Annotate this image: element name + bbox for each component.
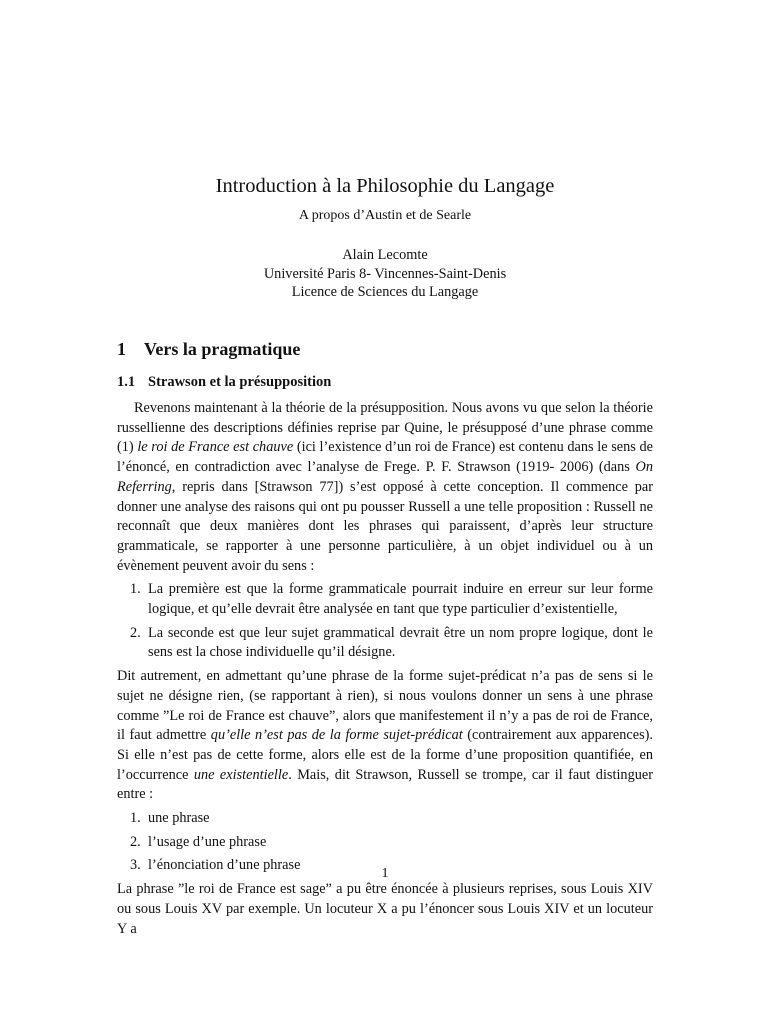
section-title: Vers la pragmatique (144, 339, 301, 359)
paper-subtitle: A propos d’Austin et de Searle (298, 208, 472, 223)
subsection-title: Strawson et la présupposition (148, 374, 332, 390)
para1-text-b: (ici l’existence d’un roi de France) est contenu dans le sens de l’énoncé, en contradiction avec l’analyse de Frege. P. F. Strawson (1919- 2006) (dans (117, 439, 653, 476)
list-item (117, 833, 653, 853)
list-item-number: 2. (130, 624, 141, 641)
author-block (117, 246, 653, 302)
list-item-text: l’usage d’une phrase (148, 833, 267, 850)
list-item (117, 580, 653, 619)
paragraph-1 (117, 399, 653, 576)
list-item (117, 809, 653, 829)
list-item-text: l’énonciation d’une phrase (148, 857, 301, 874)
list-item-number: 1. (130, 810, 141, 827)
para2-italic-b: une existentielle (193, 766, 289, 783)
body-text (117, 399, 653, 939)
para1-text-a: Revenons maintenant à la théorie de la présupposition. Nous avons vu que selon la théorie russellienne des descriptions définies reprise par Quine, le présupposé d’une phrase comme (1) (117, 400, 653, 456)
list-item-text: une phrase (148, 810, 210, 827)
list-item-number: 3. (130, 857, 141, 874)
author-name: Alain Lecomte (342, 247, 428, 263)
subsection-number: 1.1 (117, 374, 136, 390)
para2-italic-a: qu’elle n’est pas de la forme sujet-prédicat (210, 727, 463, 744)
paragraph-3: La phrase ”le roi de France est sage” a pu être énoncée à plusieurs reprises, sous Louis XIV ou sous Louis XV par exemple. Un locuteur X a pu l’énoncer sous Louis XIV et un locuteur Y a (117, 881, 653, 937)
para2-text-c: . Mais, dit Strawson, Russell se trompe, car il faut distinguer entre : (117, 766, 653, 803)
paragraph-2 (117, 667, 653, 805)
list-item-text: La première est que la forme grammaticale pourrait induire en erreur sur leur forme logique, et qu’elle devrait être analysée en tant que type particulier d’existentielle, (148, 581, 653, 618)
para2-text-a: Dit autrement, en admettant qu’une phrase de la forme sujet-prédicat n’a pas de sens si le sujet ne désigne rien, (se rapportant à rien), si nous voulons donner un sens à une phrase comme ”Le roi de France est chauve”, alors que manifestement il n’y a pas de roi de France, il faut admettre (117, 668, 653, 744)
paper-title: Introduction à la Philosophie du Langage (215, 175, 555, 197)
section-heading (117, 337, 300, 361)
list-item-number: 2. (130, 833, 141, 850)
page-number: 1 (381, 866, 389, 881)
subsection-heading (117, 372, 331, 392)
para2-text-b: (contrairement aux apparences). Si elle n’est pas de cette forme, alors elle est de la forme d’une proposition quantifiée, en l’occurrence (117, 727, 653, 783)
list-item-text: La seconde est que leur sujet grammatical devrait être un nom propre logique, dont le sens est la chose individuelle qu’il désigne. (148, 624, 653, 661)
enumerated-list-1 (117, 580, 653, 663)
list-item (117, 624, 653, 663)
author-affiliation: Université Paris 8- Vincennes-Saint-Denis (263, 265, 507, 282)
section-number: 1 (117, 339, 126, 359)
list-item-number: 1. (130, 581, 141, 598)
para1-italic-a: le roi de France est chauve (137, 439, 294, 456)
author-program: Licence de Sciences du Langage (291, 284, 479, 300)
para1-text-c: , repris dans [Strawson 77]) s’est opposé à cette conception. Il commence par donner une analyse des raisons qui ont pu pousser Russell a une telle proposition : Russell ne reconnaît que deux manières dont les phrases qui paraissent, d’après leur structure grammaticale, se rapporter à une personne particulière, à un objet individuel ou à un évènement peuvent avoir du sens : (117, 478, 653, 574)
para1-italic-b: On Referring (117, 459, 653, 495)
